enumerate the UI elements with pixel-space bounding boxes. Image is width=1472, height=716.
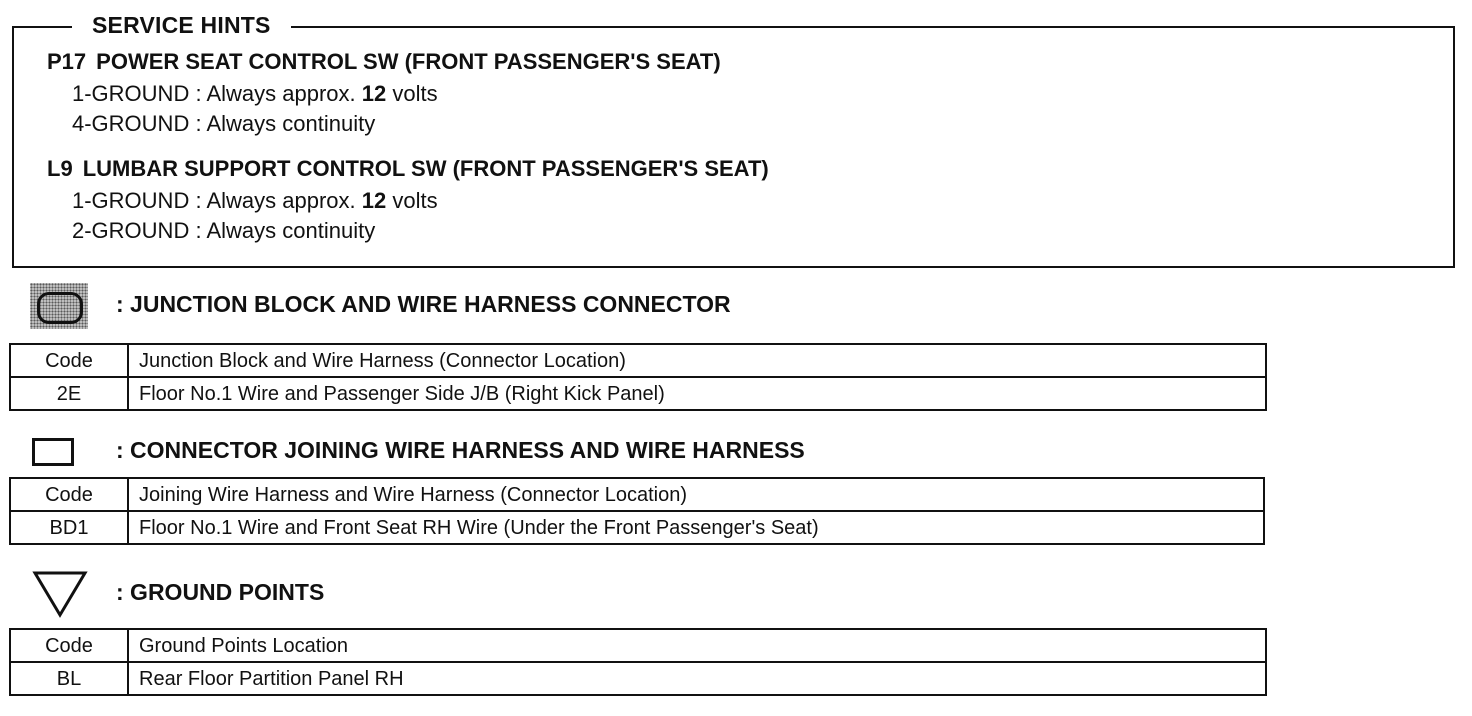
hint-heading-l9 <box>47 155 769 183</box>
hint-line <box>72 187 438 215</box>
hint-heading-p17 <box>47 48 721 76</box>
hint-name: POWER SEAT CONTROL SW (FRONT PASSENGER'S SEAT) <box>96 49 721 74</box>
junction-block-symbol-icon <box>30 283 88 329</box>
hint-name: LUMBAR SUPPORT CONTROL SW (FRONT PASSENGER'S SEAT) <box>82 156 769 181</box>
hint-text: : Always approx. <box>195 188 356 213</box>
hint-terminal: 2-GROUND <box>72 218 190 243</box>
hint-line <box>72 217 375 245</box>
table-cell-code: BD1 <box>10 511 128 544</box>
connector-joining-heading: : CONNECTOR JOINING WIRE HARNESS AND WIRE HARNESS <box>116 437 805 463</box>
table-header-row <box>10 478 1264 511</box>
hint-code: P17 <box>47 49 87 74</box>
hint-unit: volts <box>392 188 438 213</box>
ground-points-heading: : GROUND POINTS <box>116 579 325 605</box>
hint-line <box>72 80 438 108</box>
service-hints-title: SERVICE HINTS <box>72 10 291 40</box>
table-header-code: Code <box>10 344 128 377</box>
table-header-desc: Junction Block and Wire Harness (Connector Location) <box>128 344 1266 377</box>
hint-text: : Always approx. <box>195 81 356 106</box>
connector-joining-table <box>9 477 1265 545</box>
hint-text: : Always continuity <box>195 111 376 136</box>
table-cell-desc: Rear Floor Partition Panel RH <box>128 662 1266 695</box>
table-cell-code: BL <box>10 662 128 695</box>
connector-symbol-icon <box>32 438 74 466</box>
table-cell-code: 2E <box>10 377 128 410</box>
table-row <box>10 662 1266 695</box>
table-header-row <box>10 344 1266 377</box>
table-header-row <box>10 629 1266 662</box>
hint-terminal: 1-GROUND <box>72 188 190 213</box>
hint-line <box>72 110 375 138</box>
hint-code: L9 <box>47 156 73 181</box>
hint-value: 12 <box>361 188 387 213</box>
ground-triangle-symbol-icon <box>32 570 88 618</box>
hint-terminal: 1-GROUND <box>72 81 190 106</box>
table-header-desc: Joining Wire Harness and Wire Harness (Connector Location) <box>128 478 1264 511</box>
table-row <box>10 511 1264 544</box>
ground-points-table <box>9 628 1267 696</box>
junction-block-table <box>9 343 1267 411</box>
hint-text: : Always continuity <box>195 218 376 243</box>
hint-unit: volts <box>392 81 438 106</box>
hint-terminal: 4-GROUND <box>72 111 190 136</box>
table-cell-desc: Floor No.1 Wire and Front Seat RH Wire (Under the Front Passenger's Seat) <box>128 511 1264 544</box>
junction-block-heading: : JUNCTION BLOCK AND WIRE HARNESS CONNECTOR <box>116 291 731 317</box>
table-header-code: Code <box>10 478 128 511</box>
table-header-code: Code <box>10 629 128 662</box>
table-header-desc: Ground Points Location <box>128 629 1266 662</box>
table-cell-desc: Floor No.1 Wire and Passenger Side J/B (Right Kick Panel) <box>128 377 1266 410</box>
hint-value: 12 <box>361 81 387 106</box>
table-row <box>10 377 1266 410</box>
